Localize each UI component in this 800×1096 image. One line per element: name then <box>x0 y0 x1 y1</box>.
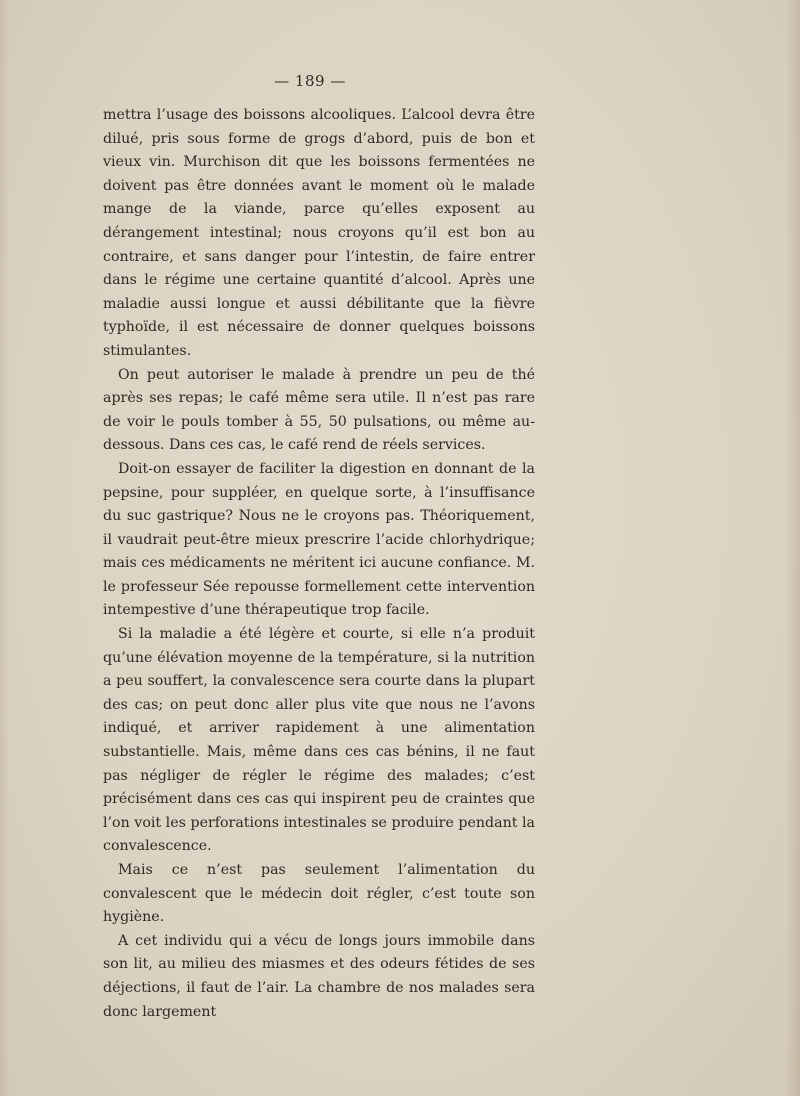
page-left-shadow <box>0 0 10 1096</box>
paragraph-3: Doit-on essayer de faciliter la digestion en donnant de la pepsine, pour suppléer, en quelque sorte, à l’insuffisance du suc gastrique? Nous ne le croyons pas. Théoriquement, il vaudrait peut-être mieux prescrire l’acide chlorhydrique; mais ces médicaments ne méritent ici aucune confiance. M. le professeur Sée repousse formellement cette intervention intempestive d’une thérapeutique trop facile. <box>103 460 535 619</box>
paragraph-6: A cet individu qui a vécu de longs jours immobile dans son lit, au milieu des miasmes et des odeurs fétides de ses déjections, il faut de l’air. La chambre de nos malades sera donc largement <box>103 932 535 1020</box>
paragraph-1: mettra l’usage des boissons alcooliques. L’alcool devra être dilué, pris sous forme de grogs d’abord, puis de bon et vieux vin. Murchison dit que les boissons fermentées ne doivent pas être données avant le moment où le malade mange de la viande, parce qu’elles exposent au dérangement intestinal; nous croyons qu’il est bon au contraire, et sans danger pour l’intestin, de faire entrer dans le régime une certaine quantité d’alcool. Après une maladie aussi longue et aussi débilitante que la fièvre typhoïde, il est nécessaire de donner quelques boissons stimulantes. <box>103 107 535 359</box>
paragraph-4: Si la maladie a été légère et courte, si elle n’a produit qu’une élévation moyenne de la température, si la nutrition a peu souffert, la convalescence sera courte dans la plupart des cas; on peut donc aller plus vite que nous ne l’avons indiqué, et arriver rapidement à une alimentation substantielle. Mais, même dans ces cas bénins, il ne faut pas négliger de régler le régime des malades; c’est précisément dans ces cas qui inspirent peu de craintes que l’on voit les perforations intestinales se produire pendant la convalescence. <box>103 626 535 855</box>
page-number: — 189 — <box>274 72 346 90</box>
paragraph-2: On peut autoriser le malade à prendre un peu de thé après ses repas; le café même sera utile. Il n’est pas rare de voir le pouls tomber à 55, 50 pulsations, ou même au-dessous. Dans ces cas, le café rend de réels services. <box>103 366 535 454</box>
paragraph-5: Mais ce n’est pas seulement l’alimentation du convalescent que le médecin doit régler, c’est toute son hygiène. <box>103 862 535 926</box>
page-right-shadow <box>786 0 800 1096</box>
body-text <box>103 104 535 1024</box>
